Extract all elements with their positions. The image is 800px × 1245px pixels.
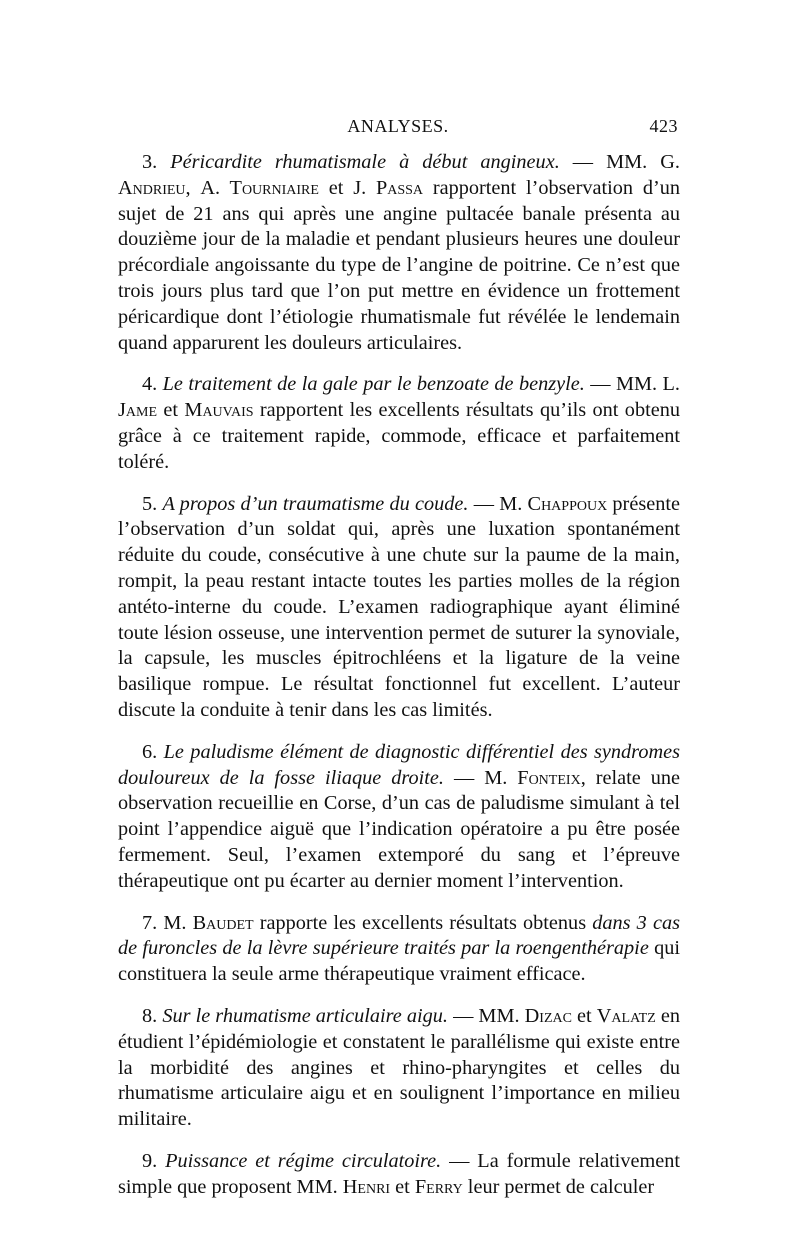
text-run: rapporte les excellents résultats obtenus (253, 911, 593, 934)
text-run: qui constituera la seule arme thérapeutique vraiment efficace. (118, 937, 680, 986)
text-run: — MM. (447, 1004, 525, 1027)
abstract-3 (118, 150, 680, 356)
text-run: , relate une observation recueillie en Corse, d’un cas de paludisme simulant à tel point l’appendice aiguë que l’indication opératoire a pu être posée fermement. Seul, l’examen extemporé du sang et l’épreuve thérapeutique ont pu écarter au dernier moment l’intervention. (118, 766, 680, 892)
abstract-number: 4. (142, 373, 158, 396)
abstract-7 (118, 911, 680, 988)
text-run: M. (157, 911, 193, 934)
abstract-number: 8. (142, 1004, 158, 1027)
author-name: Valatz (596, 1004, 656, 1027)
author-name: L. Jame (118, 373, 680, 422)
page-number: 423 (649, 116, 678, 136)
text-run: et (571, 1004, 597, 1027)
author-name: J. Passa (353, 176, 424, 199)
text-run: rapportent les excellents résultats qu’ils ont obtenu grâce à ce traitement rapide, commode, efficace et parfaitement toléré. (118, 399, 680, 473)
abstract-number: 5. (142, 492, 158, 515)
abstract-8 (118, 1004, 680, 1133)
abstract-number: 9. (142, 1149, 158, 1172)
text-run: — MM. (584, 373, 663, 396)
text-run: et (157, 399, 185, 422)
text-run: rapportent l’observation d’un sujet de 21 ans qui après une angine pultacée banale présenta au douzième jour de la maladie et pendant plusieurs heures une douleur précordiale angoissante du type de l’angine de poitrine. Ce n’est que trois jours plus tard que l’on put mettre en évidence un frottement péricardique dont l’étiologie rhumatismale fut révélée le lendemain quand apparurent les douleurs articulaires. (118, 176, 680, 354)
author-name: Ferry (414, 1175, 463, 1198)
author-name: Henri (342, 1175, 391, 1198)
text-run: en étudient l’épidémiologie et constatent le parallélisme qui existe entre la morbidité des angines et rhino-pharyngites et celles du rhumatisme articulaire aigu et en soulignent l’importance en milieu militaire. (118, 1004, 680, 1131)
text-run: présente l’observation d’un soldat qui, après une luxation spontanément réduite du coude, consécutive à une chute sur la paume de la main, rompit, la peau restant intacte toutes les parties molles de la région antéto-interne du coude. L’examen radiographique ayant éliminé toute lésion osseuse, une intervention permet de suturer la synoviale, la capsule, les muscles épitrochléens et la ligature de la veine basilique rompue. Le résultat fonctionnel fut excellent. L’auteur discute la conduite à tenir dans les cas limités. (118, 492, 680, 721)
abstract-title: A propos d’un traumatisme du coude. (162, 492, 469, 515)
author-name: Baudet (192, 911, 254, 934)
abstract-title: Le traitement de la gale par le benzoate de benzyle. (162, 373, 585, 396)
text-run: leur permet de calculer (462, 1175, 655, 1198)
text-run: — M. (468, 492, 528, 515)
author-name: Mauvais (184, 399, 254, 422)
author-name: Chappoux (527, 492, 608, 515)
abstract-number: 3. (142, 151, 158, 173)
abstract-4 (118, 372, 680, 475)
abstract-6 (118, 740, 680, 895)
text-run: et (390, 1175, 415, 1198)
abstract-title: Le paludisme élément de diagnostic différentiel des syndromes douloureux de la fosse iliaque droite. (118, 740, 681, 789)
text-run: , (185, 176, 201, 199)
running-header (118, 116, 678, 140)
article-body (118, 150, 680, 1200)
text-run: — MM. (559, 151, 661, 173)
abstract-number: 6. (142, 740, 158, 763)
author-name: G. Andrieu (118, 151, 680, 199)
abstract-5 (118, 492, 680, 724)
text-run: — M. (444, 766, 518, 789)
abstract-title: Sur le rhumatisme articulaire aigu. (162, 1004, 448, 1027)
italic-run: dans 3 cas de furoncles de la lèvre supérieure traités par la roengenthérapie (118, 911, 680, 960)
abstract-number: 7. (142, 911, 158, 934)
author-name: A. Tourniaire (200, 176, 319, 199)
section-title: ANALYSES. (347, 116, 449, 136)
abstract-title: Péricardite rhumatismale à début angineux. (170, 151, 560, 173)
author-name: Dizac (524, 1004, 572, 1027)
abstract-9 (118, 1149, 680, 1201)
text-run: — La formule relativement simple que proposent MM. (118, 1149, 681, 1198)
abstract-title: Puissance et régime circulatoire. (165, 1149, 442, 1172)
author-name: Fonteix (517, 766, 581, 789)
text-run: et (318, 176, 354, 199)
